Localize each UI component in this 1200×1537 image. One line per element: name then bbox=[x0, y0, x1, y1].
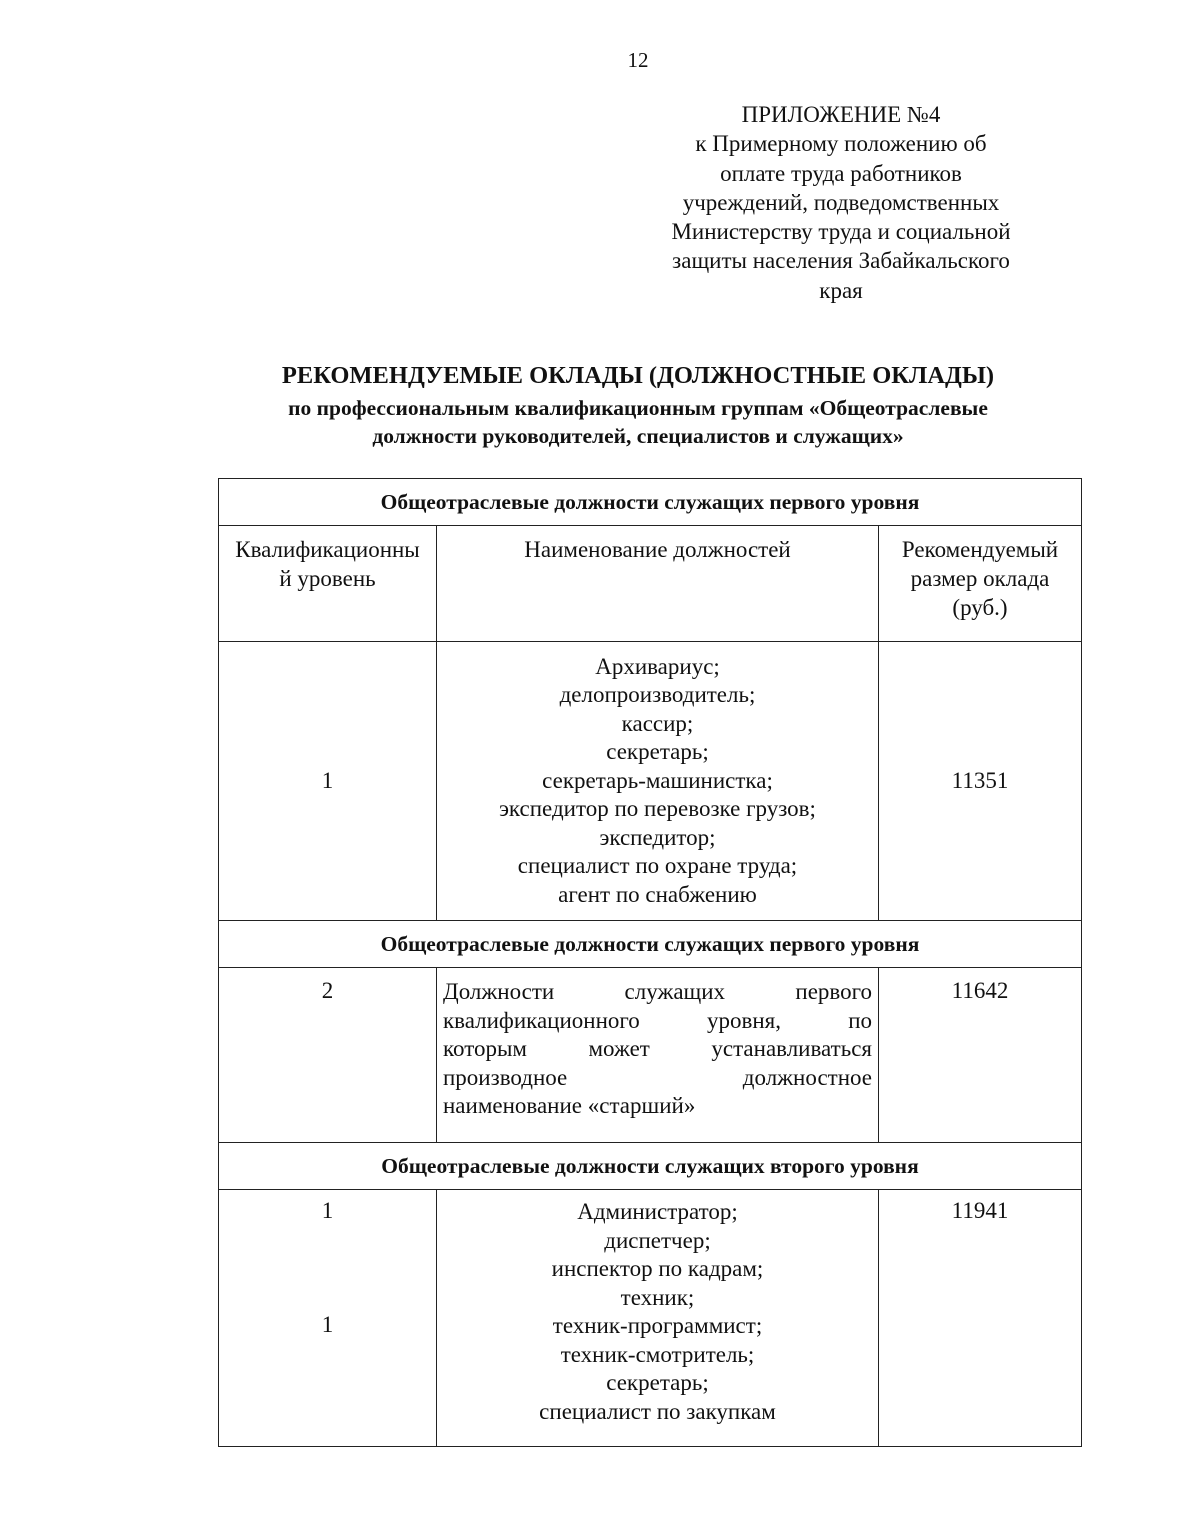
position-item: техник-смотритель; bbox=[560, 1341, 755, 1367]
position-item: экспедитор по перевозке грузов; bbox=[499, 796, 816, 822]
appendix-caption bbox=[640, 100, 1042, 305]
position-line: которым может устанавливаться bbox=[443, 1036, 872, 1061]
positions-cell bbox=[437, 968, 879, 1143]
level-cell: 1 bbox=[219, 642, 437, 921]
group-title: Общеотраслевые должности служащих первого уровня bbox=[219, 479, 1082, 526]
position-item: кассир; bbox=[621, 710, 694, 736]
appendix-line: учреждений, подведомственных bbox=[682, 189, 1000, 215]
subtitle-line: должности руководителей, специалистов и служащих» bbox=[372, 424, 904, 448]
title-line: РЕКОМЕНДУЕМЫЕ ОКЛАДЫ (ДОЛЖНОСТНЫЕ ОКЛАДЫ) bbox=[281, 362, 995, 389]
salary-cell: 11941 bbox=[879, 1190, 1082, 1447]
position-item: диспетчер; bbox=[604, 1227, 711, 1253]
header-line: (руб.) bbox=[952, 595, 1008, 620]
document-title bbox=[0, 358, 1200, 450]
appendix-line: к Примерному положению об bbox=[695, 131, 987, 157]
appendix-line: ПРИЛОЖЕНИЕ №4 bbox=[741, 102, 941, 127]
position-item: агент по снабжению bbox=[558, 881, 757, 907]
column-header-salary bbox=[879, 526, 1082, 642]
position-item: специалист по охране труда; bbox=[517, 853, 798, 879]
salary-cell: 11642 bbox=[879, 968, 1082, 1143]
position-item: Архивариус; bbox=[595, 653, 720, 679]
table-row bbox=[219, 642, 1082, 921]
position-line: производное должностное bbox=[443, 1064, 872, 1090]
appendix-line: оплате труда работников bbox=[720, 160, 962, 186]
header-line: Рекомендуемый bbox=[901, 537, 1059, 562]
table-row bbox=[219, 968, 1082, 1143]
position-line: квалификационного уровня, по bbox=[443, 1007, 872, 1033]
group-header-row bbox=[219, 479, 1082, 526]
position-item: техник-программист; bbox=[552, 1313, 763, 1338]
column-header-row bbox=[219, 526, 1082, 642]
position-item: специалист по закупкам bbox=[539, 1398, 776, 1424]
appendix-line: края bbox=[819, 277, 863, 303]
position-item: секретарь; bbox=[606, 1370, 709, 1395]
group-header-row bbox=[219, 1143, 1082, 1190]
group-title: Общеотраслевые должности служащих первого уровня bbox=[219, 921, 1082, 968]
appendix-line: защиты населения Забайкальского bbox=[672, 248, 1010, 274]
header-line: й уровень bbox=[279, 566, 376, 591]
position-line: наименование «старший» bbox=[443, 1093, 696, 1118]
position-item: делопроизводитель; bbox=[559, 682, 756, 708]
position-item: Администратор; bbox=[577, 1199, 738, 1224]
subtitle-line: по профессиональным квалификационным группам «Общеотраслевые bbox=[288, 396, 988, 420]
appendix-line: Министерству труда и социальной bbox=[671, 219, 1011, 245]
position-item: секретарь; bbox=[606, 739, 709, 765]
group-title: Общеотраслевые должности служащих второго уровня bbox=[219, 1143, 1082, 1190]
page-number: 12 bbox=[627, 48, 649, 72]
level-value: 1 bbox=[321, 1312, 334, 1337]
header-line: Квалификационны bbox=[235, 537, 420, 562]
table-row bbox=[219, 1190, 1082, 1447]
position-item: инспектор по кадрам; bbox=[551, 1256, 764, 1281]
positions-cell bbox=[437, 642, 879, 921]
header-line: размер оклада bbox=[910, 566, 1050, 591]
position-item: техник; bbox=[620, 1284, 695, 1310]
column-header-level bbox=[219, 526, 437, 642]
position-item: секретарь-машинистка; bbox=[542, 767, 773, 793]
level-cell bbox=[219, 1190, 437, 1447]
position-item: экспедитор; bbox=[599, 824, 716, 850]
salary-cell: 11351 bbox=[879, 642, 1082, 921]
level-cell: 2 bbox=[219, 968, 437, 1143]
salary-table bbox=[218, 478, 1082, 1447]
column-header-positions: Наименование должностей bbox=[437, 526, 879, 642]
group-header-row bbox=[219, 921, 1082, 968]
positions-cell bbox=[437, 1190, 879, 1447]
position-line: Должности служащих первого bbox=[443, 979, 872, 1004]
level-value: 1 bbox=[321, 1198, 334, 1223]
